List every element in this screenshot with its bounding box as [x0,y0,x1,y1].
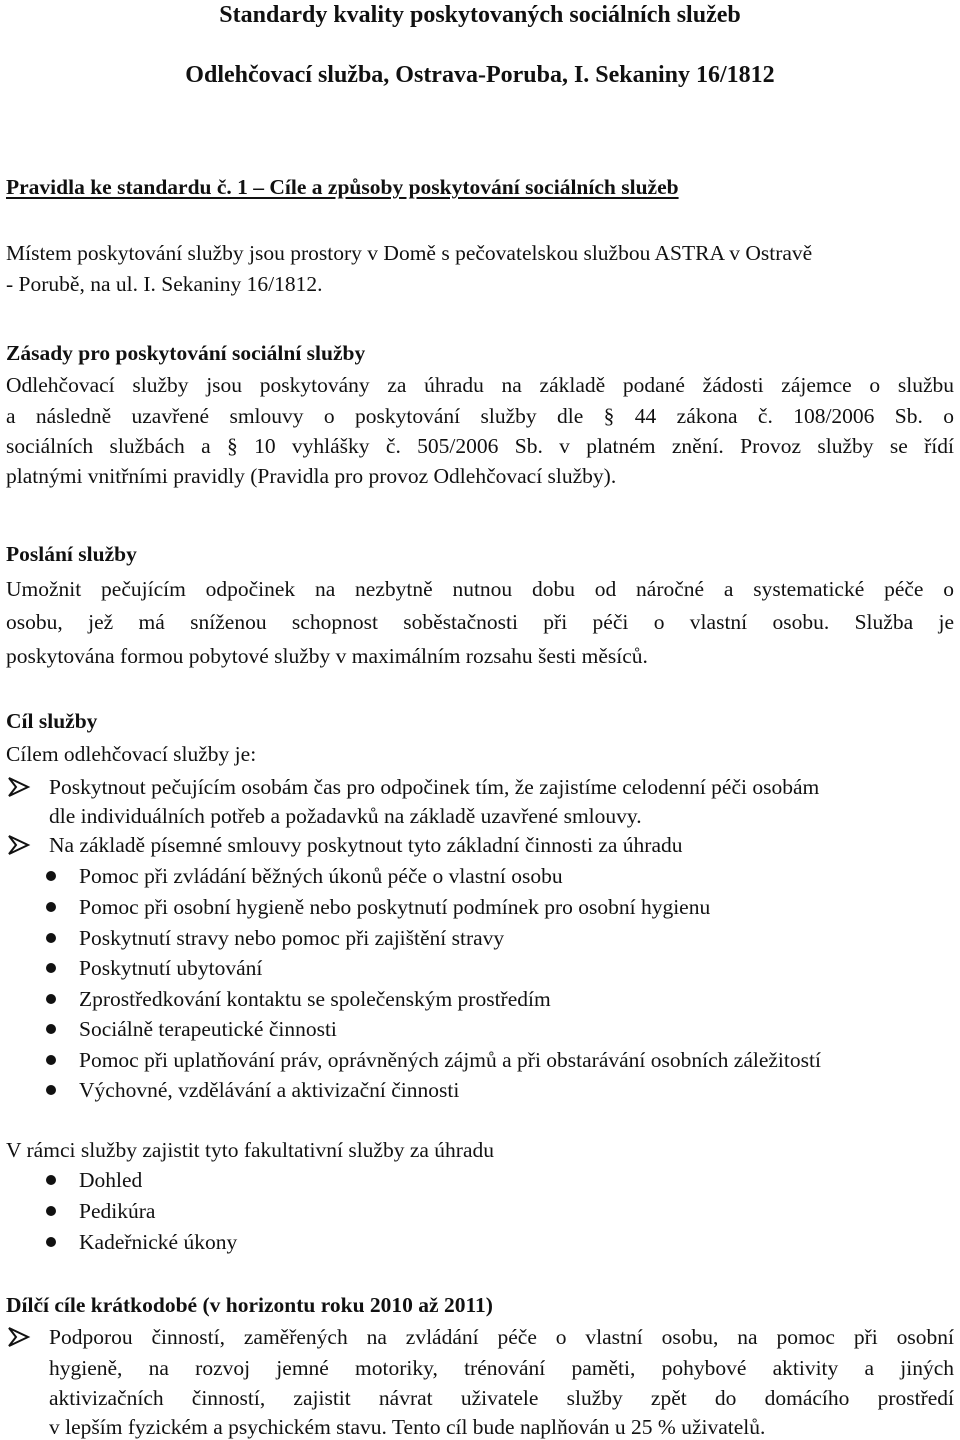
place-line-1: Místem poskytování služby jsou prostory v Domě s pečovatelskou službou ASTRA v Ostravě [6,241,813,265]
bullet-icon [46,933,56,943]
short-term-line: hygieně, na rozvoj jemné motoriky, trénování paměti, pohybové aktivity a jiných [49,1356,954,1380]
optional-intro: V rámci služby zajistit tyto fakultativní služby za úhradu [6,1138,495,1162]
document-page: Standardy kvality poskytovaných sociálních služeb Odlehčovací služba, Ostrava-Poruba, I. Sekaniny 16/1812 Pravidla ke standardu č. 1 – Cíle a způsoby poskytování sociálních služeb Místem poskytování služby jsou prostory v Domě s pečovatelskou službou ASTRA v Ostravě - Porubě, na ul. I. Sekaniny 16/1812. Zásady pro poskytování sociální služby Odlehčovací služby jsou poskytovány za úhradu na základě podané žádosti zájemce o službu a následně uzavřené smlouvy o poskytování služby dle § 44 zákona č. 108/2006 Sb. o sociálních službách a § 10 vyhlášky č. 505/2006 Sb. v platném znění. Provoz služby se řídí platnými vnitřními pravidly (Pravidla pro provoz Odlehčovací služby). Poslání služby Umožnit pečujícím odpočinek na nezbytně nutnou dobu od náročné a systematické péče o osobu, jež má sníženou schopnost soběstačnosti při péči o vlastní osobu. Služba je poskytována formou pobytové služby v maximálním rozsahu šesti měsíců. Cíl služby Cílem odlehčovací služby je: Poskytnout pečujícím osobám čas pro odpočinek tím, že zajistíme celodenní péči osobám dle individuálních potřeb a požadavků na základě uzavřené smlouvy. Na základě písemné smlouvy poskytnout tyto základní činnosti za úhradu Pomoc při zvládání běžných úkonů péče o vlastní osobu Pomoc při osobní hygieně nebo poskytnutí podmínek pro osobní hygienu Poskytnutí stravy nebo pomoc při zajištění stravy Poskytnutí ubytování Zprostředkování kontaktu se společenským prostředím Sociálně terapeutické činnosti Pomoc při uplatňování práv, oprávněných zájmů a při obstarávání osobních záležitostí Výchovné, vzdělávání a aktivizační činnosti V rámci služby zajistit tyto fakultativní služby za úhradu Dohled Pedikúra Kadeřnické úkony Dílčí cíle krátkodobé (v horizontu roku 2010 až 2011) Podporou činností, zaměřených na zvládání péče o vlastní osobu, na pomoc při osobní hygieně, na rozvoj jemné motoriky, trénování paměti, pohybové aktivity a jiných aktivizačních činností, zajistit návrat uživatele služby zpět do domácího prostředí v lepším fyzickém a psychickém stavu. Tento cíl bude naplňován u 25 % uživatelů. [0,0,960,1440]
arrow-bullet-icon [6,1324,40,1350]
mission-line: osobu, jež má sníženou schopnost soběstačnosti při péči o vlastní osobu. Služba je [6,610,954,634]
bullet-icon [46,871,56,881]
mission-line: poskytována formou pobytové služby v maximálním rozsahu šesti měsíců. [6,644,648,668]
bullet-icon [46,1055,56,1065]
mission-line: Umožnit pečujícím odpočinek na nezbytně nutnou dobu od náročné a systematické péče o [6,577,954,601]
short-term-heading: Dílčí cíle krátkodobé (v horizontu roku 2010 až 2011) [6,1293,493,1317]
document-title: Standardy kvality poskytovaných sociálních služeb [219,2,741,28]
short-term-line: aktivizačních činností, zajistit návrat uživatele služby zpět do domácího prostředí [49,1386,954,1410]
principles-line: sociálních službách a § 10 vyhlášky č. 505/2006 Sb. v platném znění. Provoz služby se řídí [6,434,954,458]
rules-heading: Pravidla ke standardu č. 1 – Cíle a způsoby poskytování sociálních služeb [6,175,679,199]
short-term-text: Podporou činností, zaměřených na zvládání péče o vlastní osobu, na pomoc při osobní [49,1325,954,1349]
goal-heading: Cíl služby [6,709,98,733]
short-term-line: v lepším fyzickém a psychickém stavu. Tento cíl bude naplňován u 25 % uživatelů. [49,1415,766,1439]
place-line-2: - Porubě, na ul. I. Sekaniny 16/1812. [6,272,323,296]
arrow-item-text: Na základě písemné smlouvy poskytnout tyto základní činnosti za úhradu [49,833,683,857]
bullet-icon [46,1024,56,1034]
principles-heading: Zásady pro poskytování sociální služby [6,341,366,365]
principles-line: Odlehčovací služby jsou poskytovány za úhradu na základě podané žádosti zájemce o službu [6,373,954,397]
mission-heading: Poslání služby [6,542,137,566]
bullet-icon [46,963,56,973]
principles-line: a následně uzavřené smlouvy o poskytování služby dle § 44 zákona č. 108/2006 Sb. o [6,404,954,428]
arrow-item-continuation: dle individuálních potřeb a požadavků na základě uzavřené smlouvy. [49,804,642,828]
arrow-bullet-icon [6,832,40,858]
bullet-icon [46,902,56,912]
bullet-icon [46,1085,56,1095]
goal-intro: Cílem odlehčovací služby je: [6,742,257,766]
bullet-icon [46,1175,56,1185]
arrow-item-text: Poskytnout pečujícím osobám čas pro odpočinek tím, že zajistíme celodenní péči osobám [49,775,820,799]
principles-line: platnými vnitřními pravidly (Pravidla pro provoz Odlehčovací služby). [6,464,617,488]
bullet-icon [46,1206,56,1216]
bullet-icon [46,1237,56,1247]
bullet-icon [46,994,56,1004]
document-subtitle: Odlehčovací služba, Ostrava-Poruba, I. Sekaniny 16/1812 [185,62,775,88]
arrow-bullet-icon [6,774,40,800]
